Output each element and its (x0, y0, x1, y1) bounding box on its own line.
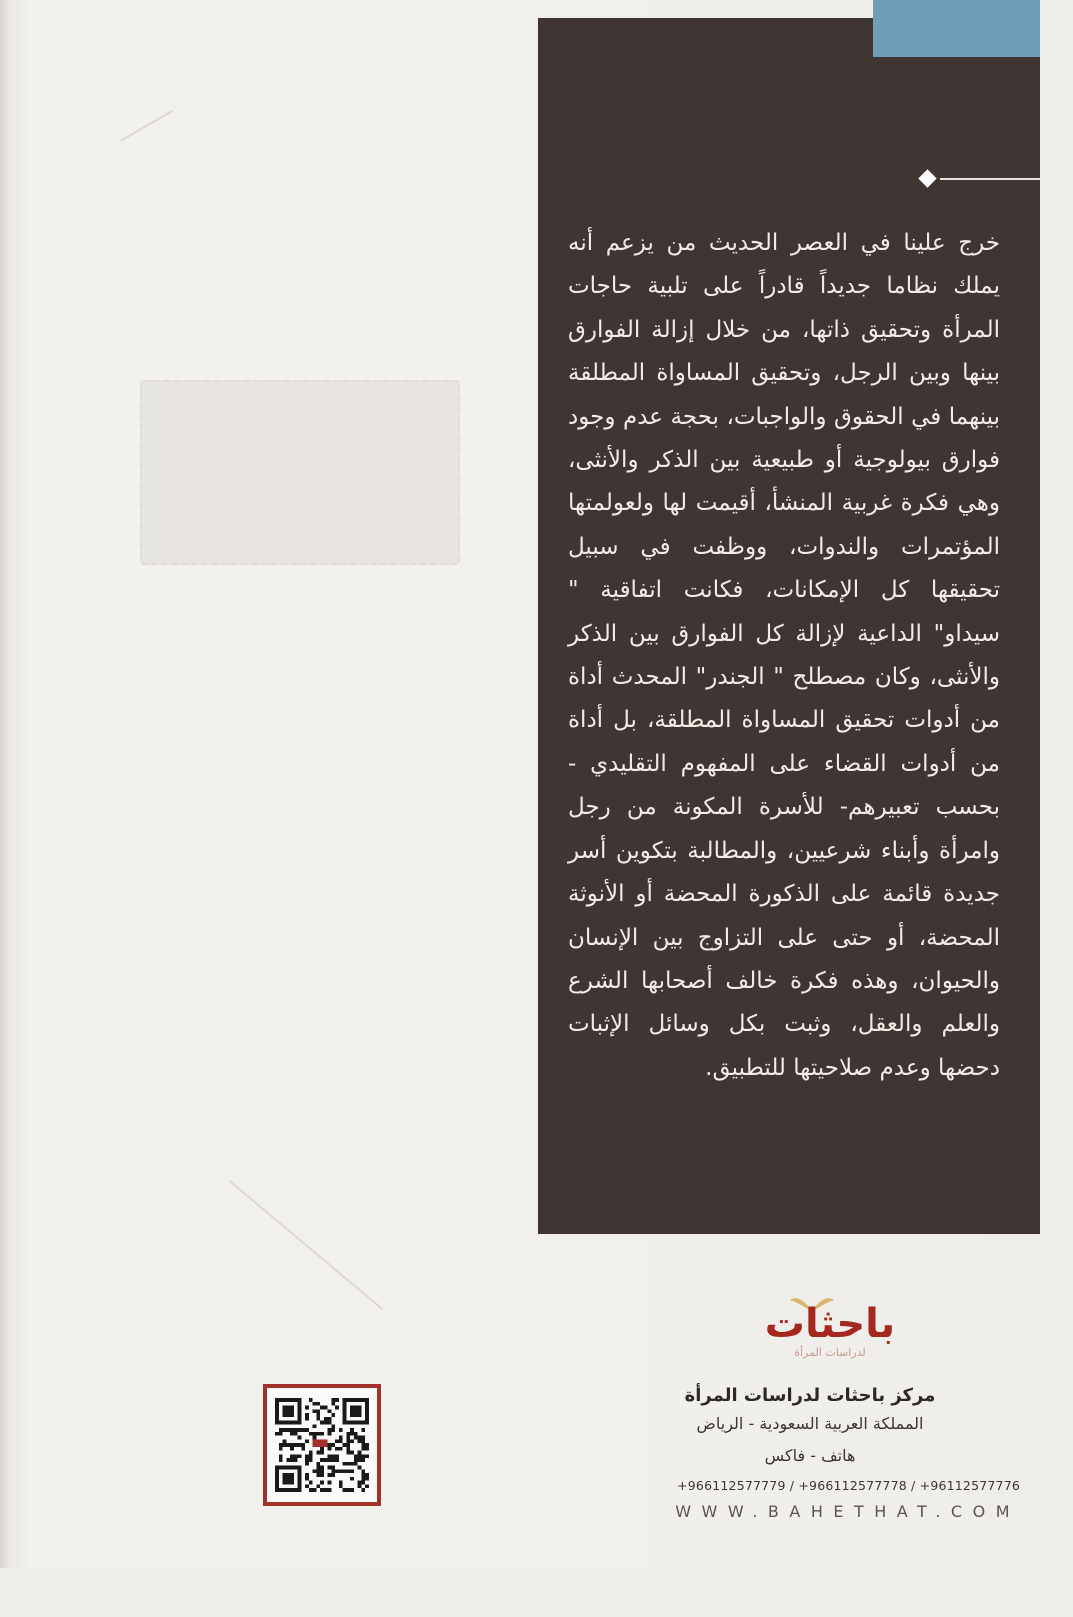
phone-numbers: +966112577779 / +966112577778 / +96112577776 (677, 1478, 1020, 1493)
logo-word: باحثات (764, 1301, 896, 1347)
contact-label: هاتف - فاكس (764, 1446, 856, 1465)
publisher-logo (750, 1292, 910, 1372)
publisher-name: مركز باحثات لدراسات المرأة (684, 1385, 936, 1406)
ornament-divider-line (940, 178, 1040, 180)
qr-code-icon (275, 1396, 369, 1494)
accent-tab (873, 0, 1040, 57)
spine-edge (0, 0, 10, 1568)
logo-subtitle: لدراسات المرأة (794, 1346, 866, 1359)
website-url[interactable]: WWW.BAHETHAT.COM (675, 1502, 1020, 1521)
blurb-text: خرج علينا في العصر الحديث من يزعم أنه يملك نظاما جديداً قادراً على تلبية حاجات المرأة وتحقيق ذاتها، من خلال إزالة الفوارق بينها وبين الرجل، وتحقيق المساواة المطلقة بينهما في الحقوق والواجبات، بحجة عدم وجود فوارق بيولوجية أو طبيعية بين الذكر والأنثى، وهي فكرة غربية المنشأ، أقيمت لها ولعولمتها المؤتمرات والندوات، ووظفت في سبيل تحقيقها كل الإمكانات، فكانت اتفاقية " سيداو" الداعية لإزالة كل الفوارق بين الذكر والأنثى، وكان مصطلح " الجندر" المحدث أداة من أدوات تحقيق المساواة المطلقة، بل أداة من أدوات القضاء على المفهوم التقليدي - بحسب تعبيرهم- للأسرة المكونة من رجل وامرأة وأبناء شرعيين، والمطالبة بتكوين أسر جديدة قائمة على الذكورة المحضة أو الأنوثة المحضة، أو حتى على التزاوج بين الإنسان والحيوان، وهذه فكرة خالف أصحابها الشرع والعلم والعقل، وثبت بكل وسائل الإثبات دحضها وعدم صلاحيتها للتطبيق. (568, 230, 1000, 1081)
sticker-residue (140, 380, 460, 565)
publisher-location: المملكة العربية السعودية - الرياض (696, 1414, 924, 1433)
qr-code-frame[interactable] (263, 1384, 381, 1506)
